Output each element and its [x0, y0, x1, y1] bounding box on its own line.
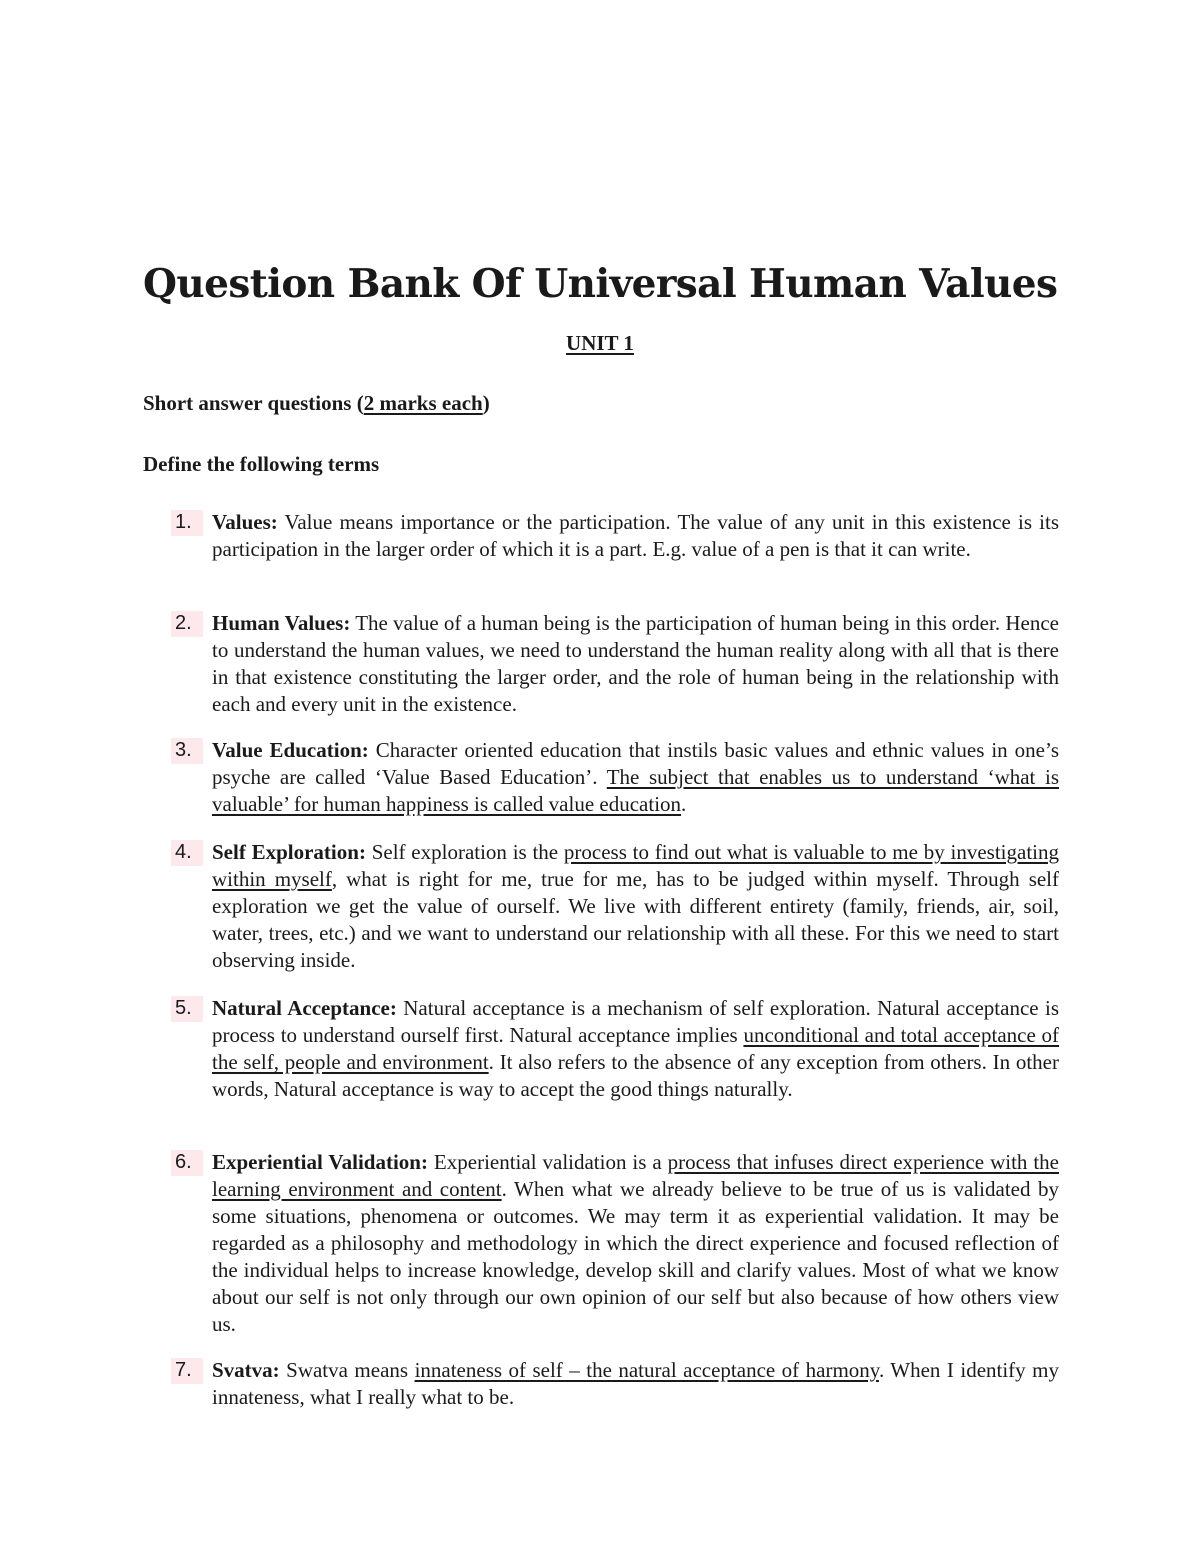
unit-label: UNIT 1: [566, 331, 634, 355]
definition-text: The value of a human being is the participation of human being in this order. Hence to understand the human values, we need to understand the human reality along with all that is there in that existence constituting the larger order, and the role of human being in the relationship with each and every unit in the existence.: [212, 611, 1059, 716]
unit-heading: [0, 328, 1200, 358]
term-label: Human Values:: [212, 611, 351, 635]
underlined-definition: The subject that enables us to understand ‘what is valuable’ for human happiness is called value education: [212, 765, 1059, 816]
underlined-definition: process to find out what is valuable to me by investigating within myself: [212, 840, 1059, 891]
item-number: 7.: [175, 1357, 205, 1384]
short-answer-prefix: Short answer questions (: [143, 391, 364, 415]
item-number: 2.: [175, 610, 205, 637]
item-number: 6.: [175, 1149, 205, 1176]
definition-text: Character oriented education that instils basic values and ethnic values in one’s psyche are called ‘Value Based Education’.: [212, 738, 1059, 789]
term-item-self-exploration: [175, 839, 1060, 974]
term-item-experiential-validation: [175, 1149, 1059, 1338]
marks-label: 2 marks each: [363, 391, 483, 415]
definition-text: Experiential validation is a: [427, 1150, 668, 1174]
definition-text-end: .: [681, 792, 687, 816]
definition-text-end: . When I identify my innateness, what I really what to be.: [212, 1358, 1059, 1409]
term-label: Natural Acceptance:: [212, 996, 397, 1020]
item-number: 1.: [175, 509, 205, 536]
definition-text: Value means importance or the participation. The value of any unit in this existence is its participation in the larger order of which it is a part. E.g. value of a pen is that it can write.: [212, 510, 1059, 561]
document-title: Question Bank Of Universal Human Values: [143, 261, 1058, 307]
item-number: 5.: [175, 995, 205, 1022]
definition-text: Swatva means: [279, 1358, 415, 1382]
definition-text-end: . It also refers to the absence of any exception from others. In other words, Natural acceptance is way to accept the good things naturally.: [212, 1050, 1059, 1101]
underlined-definition: innateness of self – the natural acceptance of harmony: [414, 1358, 879, 1382]
definition-text-end: , what is right for me, true for me, has to be judged within myself. Through self exploration we get the value of ourself. We live with different entirety (family, friends, air, soil, water, trees, etc.) and we want to understand our relationship with all these. For this we need to start observing inside.: [212, 867, 1060, 972]
term-item-human-values: [175, 610, 1059, 718]
term-label: Svatva:: [212, 1358, 280, 1382]
term-label: Value Education:: [212, 738, 369, 762]
underlined-definition: unconditional and total acceptance of the self, people and environment: [212, 1023, 1059, 1074]
term-item-natural-acceptance: [175, 995, 1060, 1103]
definition-text: Self exploration is the: [365, 840, 564, 864]
short-answer-suffix: ): [482, 391, 490, 415]
define-terms-heading: Define the following terms: [143, 452, 380, 476]
term-label: Self Exploration:: [212, 840, 366, 864]
term-label: Values:: [212, 510, 278, 534]
term-item-values: [175, 509, 1059, 563]
underlined-definition: process that infuses direct experience with the learning environment and content: [212, 1150, 1059, 1201]
term-label: Experiential Validation:: [212, 1150, 428, 1174]
term-item-svatva: [175, 1357, 1059, 1411]
term-item-value-education: [175, 737, 1059, 818]
item-number: 4.: [175, 839, 205, 866]
definition-text: Natural acceptance is a mechanism of self exploration. Natural acceptance is process to understand ourself first. Natural acceptance implies: [212, 996, 1060, 1047]
definition-text-end: . When what we already believe to be true of us is validated by some situations, phenomena or outcomes. We may term it as experiential validation. It may be regarded as a philosophy and methodology in which the direct experience and focused reflection of the individual helps to increase knowledge, develop skill and clarify values. Most of what we know about our self is not only through our own opinion of our self but also because of how others view us.: [212, 1177, 1059, 1336]
item-number: 3.: [175, 737, 205, 764]
short-answer-heading: [143, 388, 490, 418]
